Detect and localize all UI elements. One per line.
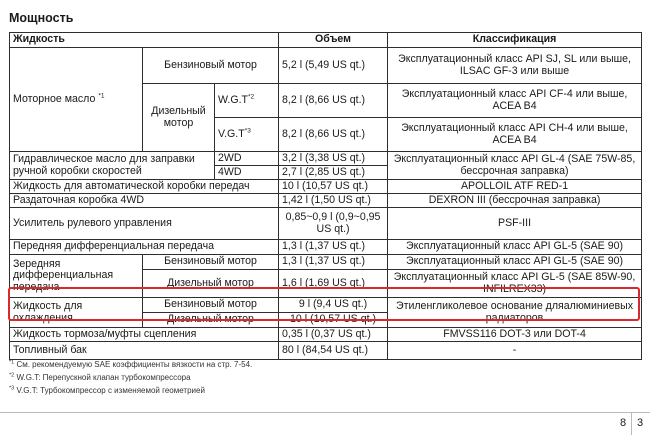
rear-diff-diesel-class: Эксплуатационный класс API GL-5 (SAE 85W-90, INFILREX33): [388, 270, 642, 298]
atf-volume: 10 l (10,57 US qt.): [279, 180, 388, 194]
coolant-petrol-volume: 9 l (9,4 US qt.): [279, 298, 388, 313]
header-fluid: Жидкость: [10, 33, 279, 48]
atf-label: Жидкость для автоматической коробки передач: [10, 180, 279, 194]
manual-gear-2wd-row: [10, 152, 642, 166]
fuel-row: [10, 342, 642, 360]
front-diff-label: Передняя дифференциальная передача: [10, 240, 279, 255]
brake-class: FMVSS116 DOT-3 или DOT-4: [388, 328, 642, 342]
footnote-1: $^{*1}$ См. рекомендуемую SAE коэффициенты вязкости на стр. 7-54.: [9, 359, 253, 369]
engine-oil-petrol-class: Эксплуатационный класс API SJ, SL или выше, ILSAC GF-3 или выше: [388, 48, 642, 84]
engine-oil-label: Моторное масло $^{*1}$: [10, 48, 143, 152]
fuel-label: Топливный бак: [10, 342, 279, 360]
header-volume: Объем: [279, 33, 388, 48]
manual-gear-4wd-volume: 2,7 l (2,85 US qt.): [279, 166, 388, 180]
coolant-petrol-label: Бензиновый мотор: [143, 298, 279, 313]
front-diff-class: Эксплуатационный класс API GL-5 (SAE 90): [388, 240, 642, 255]
header-row: [10, 33, 642, 48]
rear-diff-petrol-class: Эксплуатационный класс API GL-5 (SAE 90): [388, 255, 642, 270]
footnotes: [9, 358, 252, 397]
page-footer: [0, 412, 650, 435]
engine-oil-wgt-label: $W.G.T^{*2}$: [215, 84, 279, 118]
section-number: 8: [620, 417, 627, 429]
coolant-label: Жидкость для охлаждения: [10, 298, 143, 328]
rear-diff-diesel-label: Дизельный мотор: [143, 270, 279, 298]
transfer-class: DEXRON III (бессрочная заправка): [388, 194, 642, 208]
footnote-2: $^{*2}$ W.G.T: Перепускной клапан турбокомпрессора: [9, 372, 191, 382]
page-number: 3: [637, 417, 644, 429]
engine-oil-petrol-volume: 5,2 l (5,49 US qt.): [279, 48, 388, 84]
transfer-volume: 1,42 l (1,50 US qt.): [279, 194, 388, 208]
engine-oil-wgt-volume: 8,2 l (8,66 US qt.): [279, 84, 388, 118]
fuel-volume: 80 l (84,54 US qt.): [279, 342, 388, 360]
coolant-class: Этиленгликолевое основание дляалюминиевых радиаторов: [388, 298, 642, 328]
engine-oil-wgt-class: Эксплуатационный класс API CF-4 или выше, ACEA B4: [388, 84, 642, 118]
rear-diff-petrol-volume: 1,3 l (1,37 US qt.): [279, 255, 388, 270]
engine-oil-petrol-label: Бензиновый мотор: [143, 48, 279, 84]
brake-volume: 0,35 l (0,37 US qt.): [279, 328, 388, 342]
header-classification: Классификация: [388, 33, 642, 48]
page-title: Мощность: [9, 11, 74, 25]
footer-divider: [0, 412, 650, 413]
engine-oil-vgt-class: Эксплуатационный класс API CH-4 или выше, ACEA B4: [388, 118, 642, 152]
coolant-petrol-row: [10, 298, 642, 313]
rear-diff-petrol-label: Бензиновый мотор: [143, 255, 279, 270]
capacity-table: [9, 32, 642, 360]
manual-gear-4wd-label: 4WD: [215, 166, 279, 180]
transfer-row: [10, 194, 642, 208]
rear-diff-diesel-volume: 1,6 l (1,69 US qt.): [279, 270, 388, 298]
steering-label: Усилитель рулевого управления: [10, 208, 279, 240]
manual-gear-2wd-label: 2WD: [215, 152, 279, 166]
manual-gear-label: Гидравлическое масло для заправки ручной коробки скоростей: [10, 152, 215, 180]
rear-diff-petrol-row: [10, 255, 642, 270]
coolant-diesel-label: Дизельный мотор: [143, 313, 279, 328]
footnote-3: $^{*3}$ V.G.T: Турбокомпрессор с изменяемой геометрией: [9, 385, 205, 395]
brake-label: Жидкость тормоза/муфты сцепления: [10, 328, 279, 342]
brake-row: [10, 328, 642, 342]
engine-oil-vgt-volume: 8,2 l (8,66 US qt.): [279, 118, 388, 152]
manual-gear-class: Эксплуатационный класс API GL-4 (SAE 75W-85, бессрочная заправка): [388, 152, 642, 180]
steering-row: [10, 208, 642, 240]
manual-gear-2wd-volume: 3,2 l (3,38 US qt.): [279, 152, 388, 166]
steering-class: PSF-III: [388, 208, 642, 240]
engine-oil-petrol-row: [10, 48, 642, 84]
atf-class: APOLLOIL ATF RED-1: [388, 180, 642, 194]
atf-row: [10, 180, 642, 194]
fuel-class: -: [388, 342, 642, 360]
front-diff-row: [10, 240, 642, 255]
transfer-label: Раздаточная коробка 4WD: [10, 194, 279, 208]
front-diff-volume: 1,3 l (1,37 US qt.): [279, 240, 388, 255]
engine-oil-diesel-label: Дизельный мотор: [143, 84, 215, 152]
rear-diff-label: Зеpедняя дифференциальная передача: [10, 255, 143, 298]
page-number-divider: [631, 413, 632, 435]
engine-oil-vgt-label: $V.G.T^{*3}$: [215, 118, 279, 152]
coolant-diesel-volume: 10 l (10,57 US qt.): [279, 313, 388, 328]
steering-volume: 0,85~0,9 l (0,9~0,95 US qt.): [279, 208, 388, 240]
